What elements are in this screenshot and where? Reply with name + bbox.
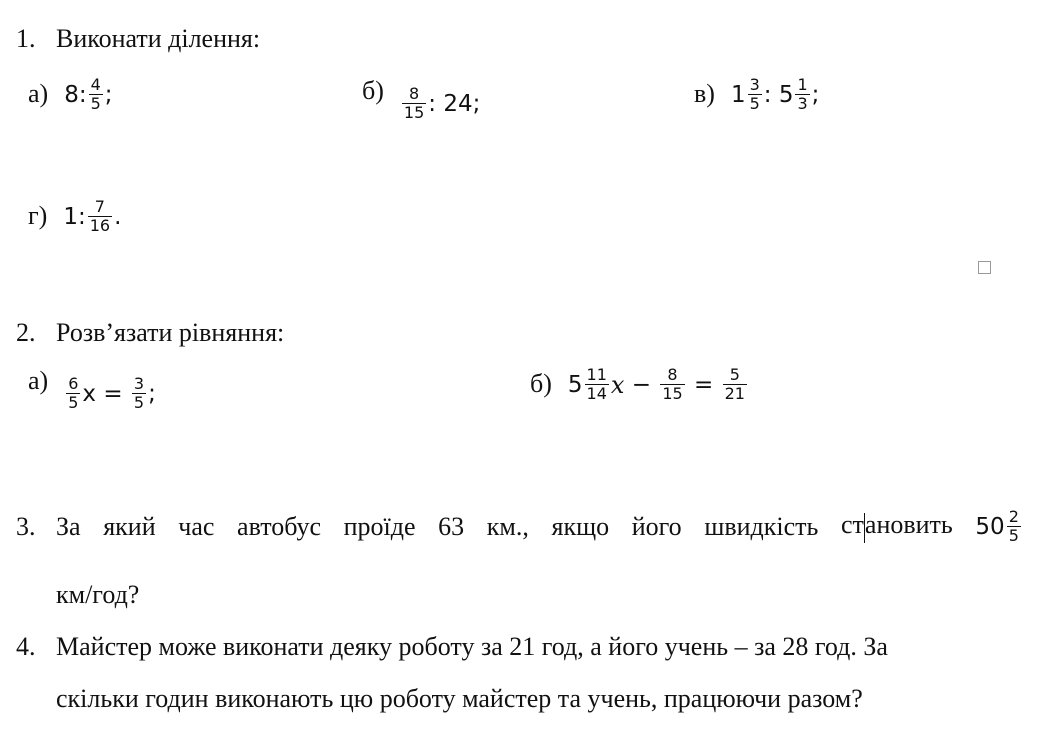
- numerator: 4: [90, 75, 101, 94]
- fraction: [402, 85, 426, 122]
- math-expression: [64, 375, 156, 412]
- denominator: 5: [749, 94, 760, 113]
- fraction: [660, 366, 684, 403]
- numerator: 3: [749, 75, 760, 94]
- denominator: 15: [403, 103, 425, 122]
- numerator: 7: [94, 197, 105, 216]
- task-1d: [28, 198, 121, 235]
- item-label: б): [530, 368, 552, 398]
- punct: ;: [148, 380, 156, 407]
- word: якщо: [551, 511, 610, 541]
- fraction: [795, 76, 809, 113]
- word: проїде: [343, 511, 416, 541]
- object-anchor-marker: [978, 261, 991, 274]
- math-expression: [975, 508, 1022, 545]
- item-label: в): [694, 78, 715, 108]
- math-expression: $\frac{8}{15}$ : 24 ;: [403, 84, 481, 122]
- fraction: [585, 366, 609, 403]
- task-3-line-2: км/год?: [56, 580, 140, 609]
- denominator: 5: [90, 94, 101, 113]
- equals-sign: =: [694, 371, 714, 398]
- task-2b: [530, 366, 749, 403]
- punct: .: [114, 203, 122, 230]
- math-expression: 1 : $\frac{7}{16}$ .: [63, 197, 122, 235]
- whole-number: 8: [64, 81, 79, 108]
- word-part: ановить: [864, 510, 953, 540]
- task-1-heading: [16, 24, 260, 54]
- minus-sign: −: [631, 371, 652, 398]
- numerator: 5: [729, 365, 740, 384]
- denominator: 15: [662, 384, 683, 403]
- word-part: ст: [841, 510, 864, 540]
- numerator: 6: [68, 374, 79, 393]
- number: 24: [443, 90, 473, 117]
- numerator: 8: [667, 365, 678, 384]
- fraction: [748, 76, 762, 113]
- punct: ;: [104, 81, 113, 108]
- task-4-line-1: Майстер може виконати деяку роботу за 21 год, а його учень – за 28 год. За: [56, 632, 888, 661]
- punct: ;: [472, 90, 481, 117]
- fraction: [1007, 508, 1021, 545]
- word: швидкість: [704, 511, 819, 541]
- denominator: 21: [724, 384, 745, 403]
- variable: x: [610, 370, 625, 399]
- denominator: 5: [1008, 526, 1019, 545]
- task-number: 2.: [16, 318, 36, 347]
- fraction: [89, 76, 103, 113]
- denominator: 14: [586, 384, 607, 403]
- denominator: 5: [133, 393, 145, 412]
- item-label: а): [28, 366, 49, 395]
- numerator: 11: [586, 365, 607, 384]
- numerator: 1: [797, 75, 808, 94]
- whole-number: 5: [567, 371, 583, 398]
- word: час: [178, 511, 215, 541]
- variable: x: [82, 380, 97, 407]
- whole-number: 5: [778, 81, 794, 108]
- fraction: [88, 198, 112, 235]
- word: який: [103, 511, 156, 541]
- task-number: 1.: [16, 24, 36, 53]
- task-4-line-2: скільки годин виконають цю роботу майстер та учень, працюючи разом?: [56, 684, 863, 713]
- task-number: 3.: [16, 511, 36, 541]
- whole-number: 1: [730, 81, 746, 108]
- task-2-heading: [16, 318, 284, 348]
- numerator: 3: [133, 374, 145, 393]
- item-label: г): [28, 200, 48, 230]
- word: За: [56, 511, 81, 541]
- item-label: б): [362, 76, 384, 105]
- fraction: [66, 375, 80, 412]
- word: його: [631, 511, 682, 541]
- math-expression: [568, 366, 749, 403]
- fraction: [132, 375, 146, 412]
- task-title: Розв’язати рівняння:: [56, 318, 285, 347]
- denominator: 16: [89, 216, 111, 235]
- numerator: 8: [408, 84, 420, 103]
- punct: ;: [811, 81, 820, 108]
- item-label: а): [28, 78, 49, 108]
- math-expression: 8 : $\frac{4}{5}$ ;: [64, 75, 113, 113]
- equals-sign: =: [103, 380, 123, 407]
- task-number: 4.: [16, 632, 36, 661]
- task-3-line-1: [56, 508, 1023, 545]
- task-1c: [694, 76, 819, 113]
- task-4: [16, 632, 888, 662]
- numerator: 2: [1008, 507, 1019, 526]
- fraction: [723, 366, 747, 403]
- word-with-cursor: [841, 510, 953, 542]
- denominator: 3: [797, 94, 808, 113]
- whole-number: 1: [63, 203, 78, 230]
- denominator: 5: [68, 393, 79, 412]
- word: 63: [438, 511, 465, 541]
- task-title: Виконати ділення:: [56, 24, 261, 53]
- word: км.,: [486, 511, 529, 541]
- whole-number: 50: [975, 513, 1005, 540]
- word: автобус: [237, 511, 321, 541]
- math-expression: 1 $\frac{3}{5}$ : 5 $\frac{1}{3}$ ;: [730, 75, 820, 113]
- task-1a: [28, 76, 113, 113]
- task-3: [16, 508, 1023, 545]
- task-1b: [362, 76, 480, 122]
- task-2a: [28, 366, 156, 412]
